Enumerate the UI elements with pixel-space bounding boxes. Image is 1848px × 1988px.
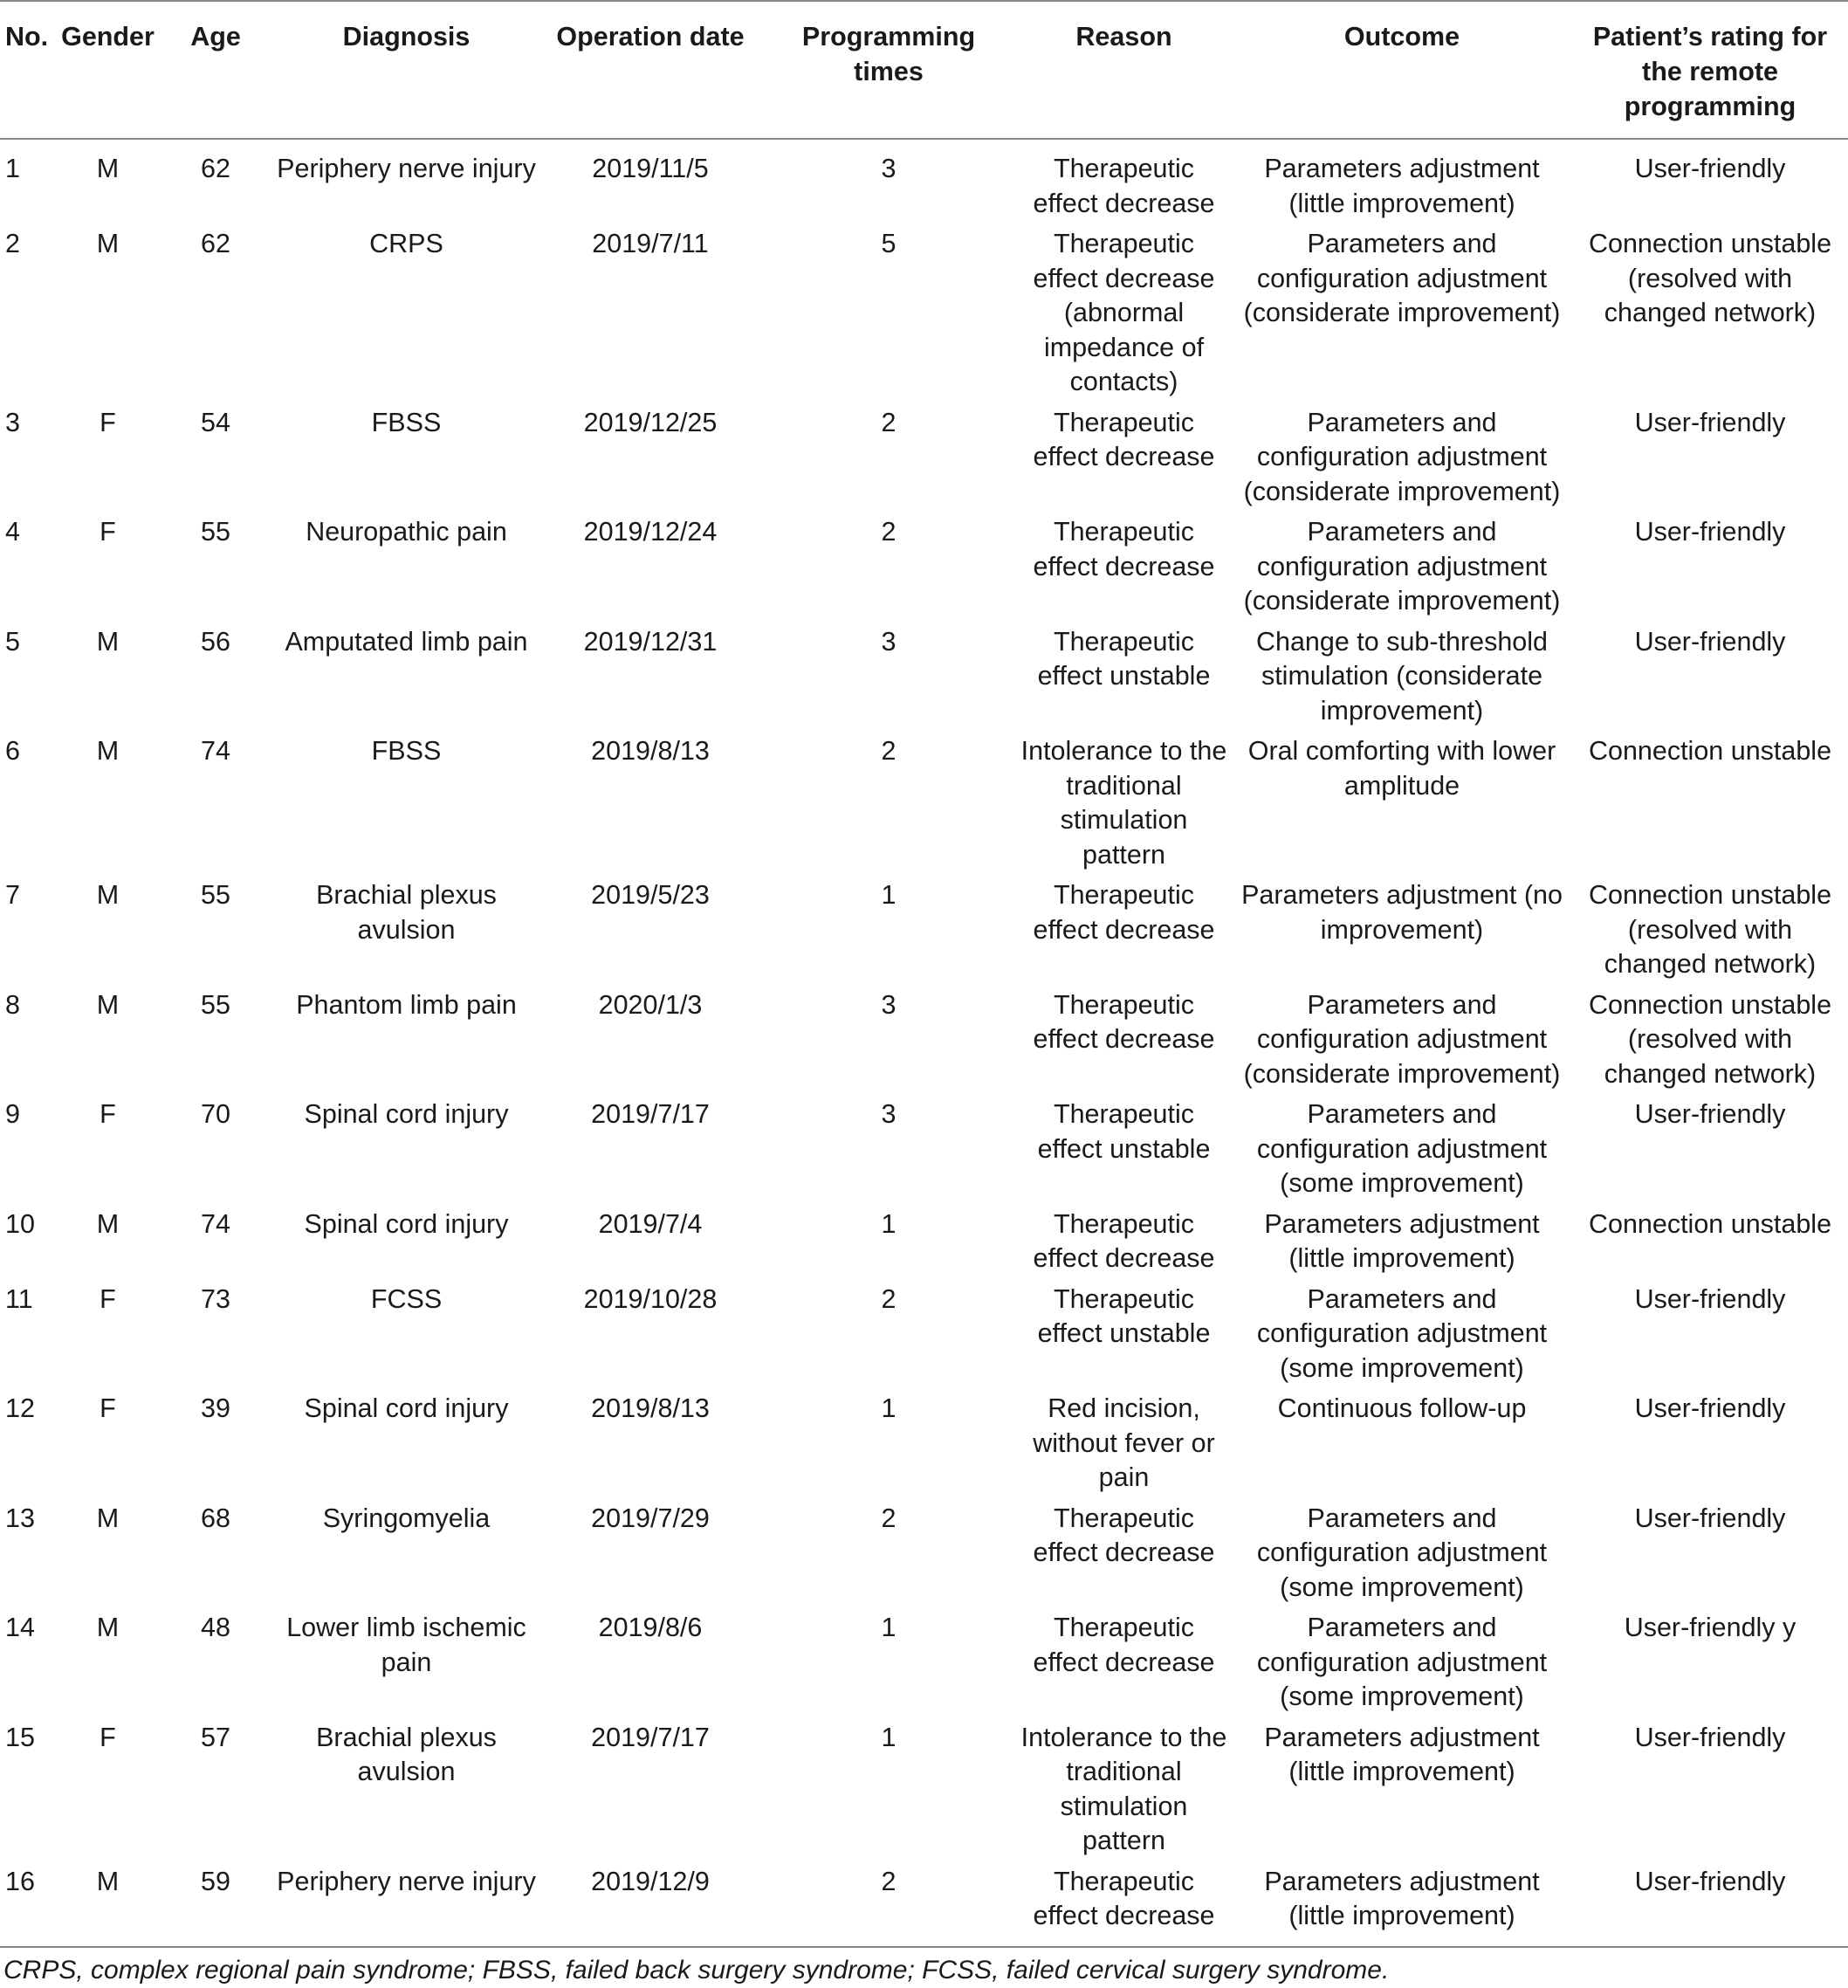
- cell-diagnosis: FBSS: [371, 407, 442, 437]
- cell-outcome: Parameters and configuration adjustment (some improvement): [1256, 1503, 1548, 1602]
- cell-diagnosis: Brachial plexus avulsion: [316, 880, 497, 945]
- cell-diagnosis: Phantom limb pain: [296, 989, 517, 1020]
- cell-diagnosis: Spinal cord injury: [304, 1208, 509, 1239]
- cell-rating: User-friendly: [1634, 154, 1786, 183]
- table-row: [0, 1611, 1848, 1721]
- cell-gender: M: [96, 154, 120, 183]
- cell-reason: Therapeutic effect decrease: [1033, 1208, 1215, 1273]
- cell-programming-times: 1: [881, 1393, 897, 1423]
- cell-programming-times: 5: [881, 229, 897, 258]
- cell-rating: Connection unstable (resolved with changed network): [1588, 989, 1832, 1089]
- cell-operation-date: 2019/5/23: [591, 880, 710, 910]
- cell-age: 74: [201, 1208, 230, 1239]
- cell-age: 39: [201, 1393, 230, 1423]
- table-row: [0, 1502, 1848, 1612]
- cell-outcome: Parameters and configuration adjustment (considerate improvement): [1243, 517, 1561, 616]
- cell-rating: Connection unstable (resolved with changed network): [1588, 229, 1832, 327]
- cell-operation-date: 2019/10/28: [583, 1283, 718, 1314]
- cell-operation-date: 2019/7/11: [592, 229, 709, 258]
- table-row: [0, 734, 1848, 878]
- cell-outcome: Parameters and configuration adjustment (considerate improvement): [1243, 989, 1561, 1089]
- table-row: [0, 1207, 1848, 1283]
- cell-gender: F: [100, 1099, 116, 1129]
- cell-operation-date: 2019/12/25: [583, 407, 718, 437]
- cell-no: 9: [5, 1099, 20, 1129]
- cell-gender: F: [100, 407, 116, 437]
- table-row: [0, 1721, 1848, 1865]
- cell-age: 62: [201, 154, 230, 183]
- cell-outcome: Parameters and configuration adjustment (considerate improvement): [1243, 407, 1561, 506]
- cell-gender: M: [96, 736, 120, 766]
- cell-operation-date: 2019/8/13: [591, 1393, 710, 1423]
- table-body: [0, 139, 1848, 1947]
- table-row: [0, 139, 1848, 227]
- cell-programming-times: 1: [881, 1208, 897, 1239]
- cell-age: 55: [201, 880, 230, 910]
- cell-no: 2: [5, 229, 20, 258]
- cell-diagnosis: CRPS: [369, 229, 443, 258]
- table-header: [0, 1, 1848, 139]
- cell-rating: User-friendly: [1634, 1503, 1786, 1533]
- cell-diagnosis: Neuropathic pain: [306, 517, 507, 547]
- cell-diagnosis: Syringomyelia: [322, 1503, 491, 1533]
- cell-operation-date: 2019/12/9: [591, 1866, 710, 1896]
- cell-outcome: Parameters and configuration adjustment (some improvement): [1256, 1283, 1548, 1383]
- cell-rating: Connection unstable: [1588, 1208, 1832, 1239]
- cell-reason: Therapeutic effect decrease: [1033, 517, 1215, 581]
- header-rating: Patient’s rating for the remote programming: [1592, 22, 1828, 121]
- cell-no: 12: [5, 1393, 35, 1423]
- cell-gender: M: [96, 229, 120, 258]
- cell-gender: M: [96, 989, 120, 1020]
- cell-gender: M: [96, 880, 120, 910]
- cell-programming-times: 2: [881, 1283, 897, 1314]
- cell-age: 70: [201, 1099, 230, 1129]
- cell-no: 13: [5, 1503, 35, 1533]
- header-row: [0, 1, 1848, 139]
- cell-diagnosis: Spinal cord injury: [304, 1099, 509, 1129]
- cell-programming-times: 2: [881, 407, 897, 437]
- cell-reason: Therapeutic effect unstable: [1037, 626, 1211, 691]
- cell-outcome: Parameters and configuration adjustment (some improvement): [1256, 1099, 1548, 1198]
- cell-reason: Therapeutic effect decrease: [1033, 989, 1215, 1054]
- cell-rating: User-friendly y: [1624, 1613, 1796, 1642]
- header-operation-date: Operation date: [556, 22, 745, 52]
- table-row: [0, 1865, 1848, 1947]
- cell-age: 55: [201, 517, 230, 547]
- cell-outcome: Parameters and configuration adjustment (some improvement): [1256, 1613, 1548, 1711]
- cell-programming-times: 2: [881, 1866, 897, 1896]
- cell-no: 7: [5, 880, 20, 910]
- table-row: [0, 1097, 1848, 1207]
- cell-operation-date: 2019/8/6: [598, 1613, 703, 1642]
- cell-rating: User-friendly: [1634, 1866, 1786, 1896]
- cell-outcome: Parameters and configuration adjustment (considerate improvement): [1243, 229, 1561, 327]
- cell-no: 14: [5, 1613, 35, 1642]
- cell-rating: User-friendly: [1634, 626, 1786, 657]
- header-no: No.: [5, 22, 49, 52]
- cell-reason: Therapeutic effect decrease: [1033, 880, 1215, 945]
- cell-operation-date: 2019/7/17: [591, 1099, 710, 1129]
- cell-diagnosis: Periphery nerve injury: [277, 154, 536, 183]
- cell-reason: Therapeutic effect decrease: [1033, 1503, 1215, 1567]
- cell-rating: User-friendly: [1634, 1393, 1786, 1423]
- cell-outcome: Parameters adjustment (little improvement): [1264, 1866, 1540, 1930]
- cell-gender: F: [100, 1393, 116, 1423]
- cell-diagnosis: Spinal cord injury: [304, 1393, 509, 1423]
- cell-no: 1: [5, 154, 20, 183]
- cell-reason: Intolerance to the traditional stimulation pattern: [1020, 736, 1227, 870]
- table-row: [0, 988, 1848, 1098]
- header-gender: Gender: [61, 22, 155, 52]
- cell-operation-date: 2019/7/17: [591, 1722, 710, 1752]
- cell-age: 73: [201, 1283, 230, 1314]
- cell-reason: Therapeutic effect decrease (abnormal impedance of contacts): [1033, 229, 1215, 396]
- cell-operation-date: 2019/8/13: [591, 736, 710, 766]
- table-row: [0, 1283, 1848, 1393]
- cell-outcome: Continuous follow-up: [1277, 1393, 1527, 1423]
- cell-age: 48: [201, 1613, 230, 1642]
- cell-no: 8: [5, 989, 20, 1020]
- cell-gender: M: [96, 1866, 120, 1896]
- cell-operation-date: 2019/7/4: [598, 1208, 703, 1239]
- cell-diagnosis: Brachial plexus avulsion: [316, 1722, 497, 1786]
- cell-rating: User-friendly: [1634, 407, 1786, 437]
- cell-reason: Therapeutic effect decrease: [1033, 154, 1215, 218]
- cell-rating: Connection unstable (resolved with changed network): [1588, 880, 1832, 979]
- cell-reason: Therapeutic effect decrease: [1033, 1613, 1215, 1677]
- cell-diagnosis: FBSS: [371, 736, 442, 766]
- cell-programming-times: 2: [881, 517, 897, 547]
- table-footnote: CRPS, complex regional pain syndrome; FBSS, failed back surgery syndrome; FCSS, failed cervical surgery syndrome.: [3, 1955, 1390, 1985]
- cell-rating: Connection unstable: [1588, 736, 1832, 766]
- cell-no: 5: [5, 626, 20, 657]
- cell-gender: F: [100, 1283, 116, 1314]
- cell-no: 15: [5, 1722, 35, 1752]
- cell-operation-date: 2019/12/31: [583, 626, 718, 657]
- cell-reason: Intolerance to the traditional stimulation pattern: [1020, 1722, 1227, 1855]
- table-row: [0, 1392, 1848, 1502]
- cell-reason: Red incision, without fever or pain: [1033, 1393, 1215, 1492]
- cell-age: 56: [201, 626, 230, 657]
- table-row: [0, 406, 1848, 516]
- cell-diagnosis: FCSS: [370, 1283, 443, 1314]
- cell-gender: F: [100, 517, 116, 547]
- cell-outcome: Parameters adjustment (little improvement): [1264, 1208, 1540, 1273]
- cell-no: 16: [5, 1866, 35, 1896]
- cell-diagnosis: Lower limb ischemic pain: [286, 1613, 526, 1677]
- cell-programming-times: 1: [881, 880, 897, 910]
- cell-outcome: Change to sub-threshold stimulation (considerate improvement): [1255, 626, 1549, 726]
- header-outcome: Outcome: [1343, 22, 1460, 52]
- header-reason: Reason: [1075, 22, 1172, 52]
- cell-age: 55: [201, 989, 230, 1020]
- cell-outcome: Oral comforting with lower amplitude: [1247, 736, 1556, 801]
- cell-age: 62: [201, 229, 230, 258]
- cell-no: 4: [5, 517, 20, 547]
- cell-programming-times: 2: [881, 736, 897, 766]
- cell-diagnosis: Amputated limb pain: [285, 626, 528, 657]
- cell-outcome: Parameters adjustment (little improvement): [1264, 1722, 1540, 1786]
- cell-diagnosis: Periphery nerve injury: [277, 1866, 536, 1896]
- cell-operation-date: 2019/7/29: [591, 1503, 710, 1533]
- table-row: [0, 625, 1848, 735]
- header-age: Age: [190, 22, 241, 52]
- cell-operation-date: 2019/11/5: [592, 154, 709, 183]
- cell-outcome: Parameters adjustment (little improvement): [1264, 154, 1540, 218]
- cell-no: 10: [5, 1208, 35, 1239]
- header-programming-times: Programming times: [801, 22, 976, 86]
- cell-programming-times: 3: [881, 1099, 897, 1129]
- cell-operation-date: 2020/1/3: [598, 989, 703, 1020]
- cell-rating: User-friendly: [1634, 1099, 1786, 1129]
- cell-programming-times: 3: [881, 989, 897, 1020]
- cell-age: 68: [201, 1503, 230, 1533]
- cell-programming-times: 2: [881, 1503, 897, 1533]
- cell-gender: M: [96, 1503, 120, 1533]
- cell-programming-times: 3: [881, 626, 897, 657]
- cell-age: 59: [201, 1866, 230, 1896]
- cell-outcome: Parameters adjustment (no improvement): [1241, 880, 1563, 945]
- cell-programming-times: 1: [881, 1722, 897, 1752]
- cell-reason: Therapeutic effect decrease: [1033, 1866, 1215, 1930]
- cell-reason: Therapeutic effect unstable: [1037, 1283, 1211, 1348]
- cell-gender: F: [100, 1722, 116, 1752]
- cell-gender: M: [96, 1208, 120, 1239]
- cell-age: 54: [201, 407, 230, 437]
- cell-reason: Therapeutic effect unstable: [1037, 1099, 1211, 1164]
- table-row: [0, 227, 1848, 406]
- cell-rating: User-friendly: [1634, 1283, 1786, 1314]
- cell-operation-date: 2019/12/24: [583, 517, 718, 547]
- cell-reason: Therapeutic effect decrease: [1033, 407, 1215, 471]
- cell-no: 6: [5, 736, 20, 766]
- cell-rating: User-friendly: [1634, 1722, 1786, 1752]
- table-row: [0, 878, 1848, 988]
- cell-age: 57: [201, 1722, 230, 1752]
- cell-rating: User-friendly: [1634, 517, 1786, 547]
- cell-no: 3: [5, 407, 20, 437]
- cell-gender: M: [96, 626, 120, 657]
- cell-programming-times: 3: [881, 154, 897, 183]
- header-diagnosis: Diagnosis: [342, 22, 471, 52]
- cell-gender: M: [96, 1613, 120, 1642]
- table-row: [0, 515, 1848, 625]
- cell-programming-times: 1: [881, 1613, 897, 1642]
- cell-no: 11: [5, 1283, 33, 1314]
- cell-age: 74: [201, 736, 230, 766]
